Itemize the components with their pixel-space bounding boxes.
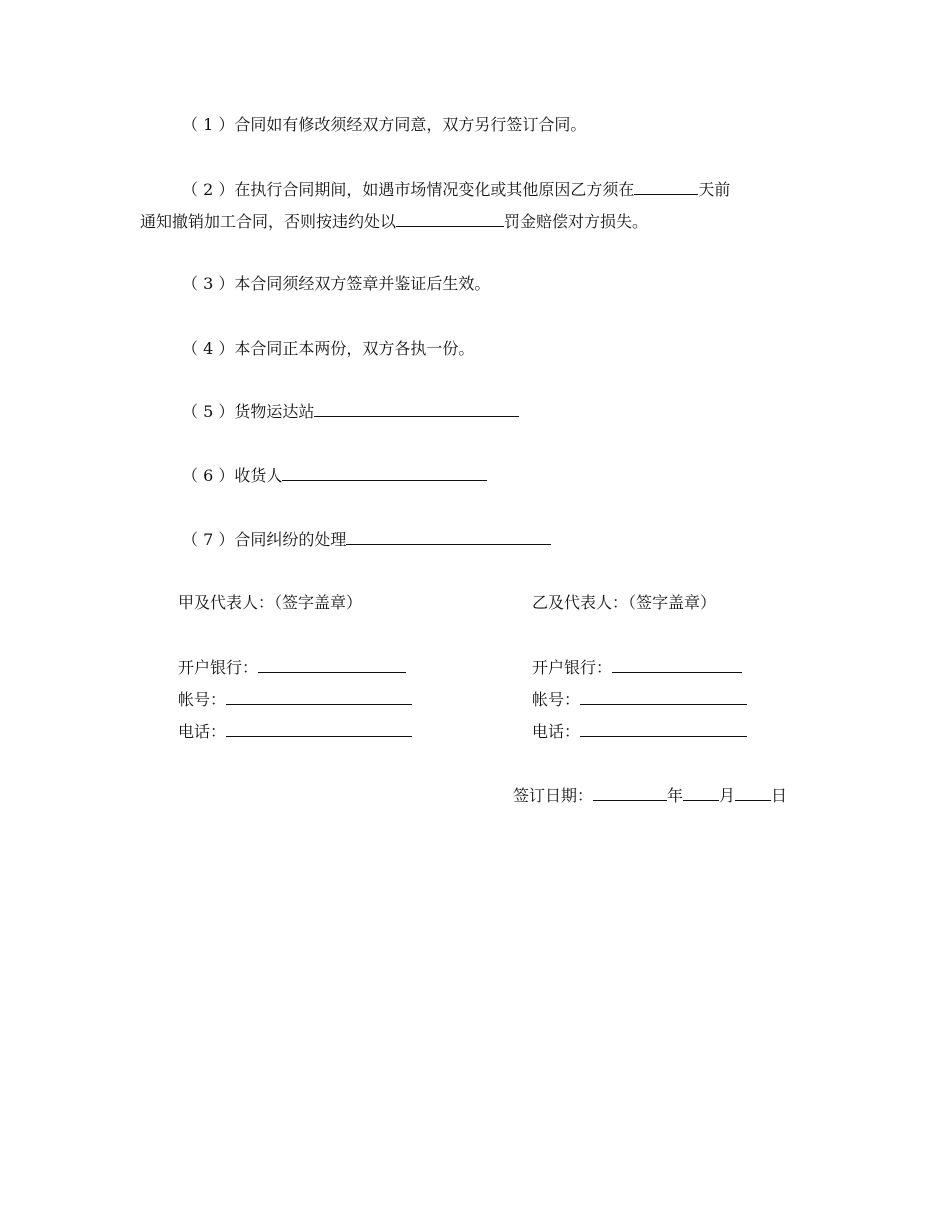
clause-2-line-2 <box>140 210 648 232</box>
party-a-bank-blank[interactable] <box>258 656 406 673</box>
sign-date-label: 签订日期： <box>513 786 594 805</box>
dispute-resolution-blank[interactable] <box>346 528 551 545</box>
clause-2-penalty-after: 罚金赔偿对方损失。 <box>504 212 649 231</box>
party-b-phone-row <box>532 720 747 742</box>
party-b-account-row <box>532 688 747 710</box>
party-a-bank-label: 开户银行： <box>178 658 259 677</box>
party-b-representative <box>532 592 716 614</box>
destination-station-blank[interactable] <box>314 400 519 417</box>
sign-month-blank[interactable] <box>683 784 719 801</box>
clause-7 <box>182 528 551 550</box>
clause-4-text: （ 4 ）本合同正本两份，双方各执一份。 <box>182 339 475 358</box>
sign-date-row <box>513 784 787 806</box>
party-a-phone-label: 电话： <box>178 722 227 741</box>
sign-day-blank[interactable] <box>735 784 771 801</box>
clause-6 <box>182 464 487 486</box>
party-a-phone-blank[interactable] <box>226 720 412 737</box>
clause-4 <box>182 338 474 360</box>
party-b-account-label: 帐号： <box>532 690 581 709</box>
clause-2-text-before: （ 2 ）在执行合同期间，如遇市场情况变化或其他原因乙方须在 <box>182 180 635 199</box>
party-a-account-label: 帐号： <box>178 690 227 709</box>
clause-3-text: （ 3 ）本合同须经双方签章并鉴证后生效。 <box>182 274 491 293</box>
party-a-phone-row <box>178 720 412 742</box>
party-b-phone-blank[interactable] <box>580 720 747 737</box>
clause-1 <box>182 114 586 136</box>
clause-2-penalty-text: 通知撤销加工合同，否则按违约处以 <box>140 212 397 231</box>
clause-5-text: （ 5 ）货物运达站 <box>182 402 315 421</box>
day-label: 日 <box>771 786 788 805</box>
clause-2-line-1 <box>182 178 730 200</box>
party-b-bank-row <box>532 656 742 678</box>
consignee-blank[interactable] <box>282 464 487 481</box>
party-b-rep-label: 乙及代表人：（签字盖章） <box>532 593 717 612</box>
clause-5 <box>182 400 519 422</box>
party-a-account-row <box>178 688 412 710</box>
sign-year-blank[interactable] <box>593 784 667 801</box>
party-a-bank-row <box>178 656 406 678</box>
year-label: 年 <box>667 786 684 805</box>
party-b-phone-label: 电话： <box>532 722 581 741</box>
penalty-amount-blank[interactable] <box>396 210 504 227</box>
clause-1-text: （ 1 ）合同如有修改须经双方同意，双方另行签订合同。 <box>182 115 587 134</box>
party-a-rep-label: 甲及代表人：（签字盖章） <box>178 593 363 612</box>
notice-days-blank[interactable] <box>634 178 698 195</box>
clause-6-text: （ 6 ）收货人 <box>182 466 283 485</box>
party-a-account-blank[interactable] <box>226 688 412 705</box>
party-a-representative <box>178 592 362 614</box>
party-b-bank-label: 开户银行： <box>532 658 613 677</box>
clause-3 <box>182 273 490 295</box>
party-b-bank-blank[interactable] <box>612 656 742 673</box>
month-label: 月 <box>719 786 736 805</box>
clause-7-text: （ 7 ）合同纠纷的处理 <box>182 530 347 549</box>
party-b-account-blank[interactable] <box>580 688 747 705</box>
clause-2-text-after: 天前 <box>698 180 731 199</box>
